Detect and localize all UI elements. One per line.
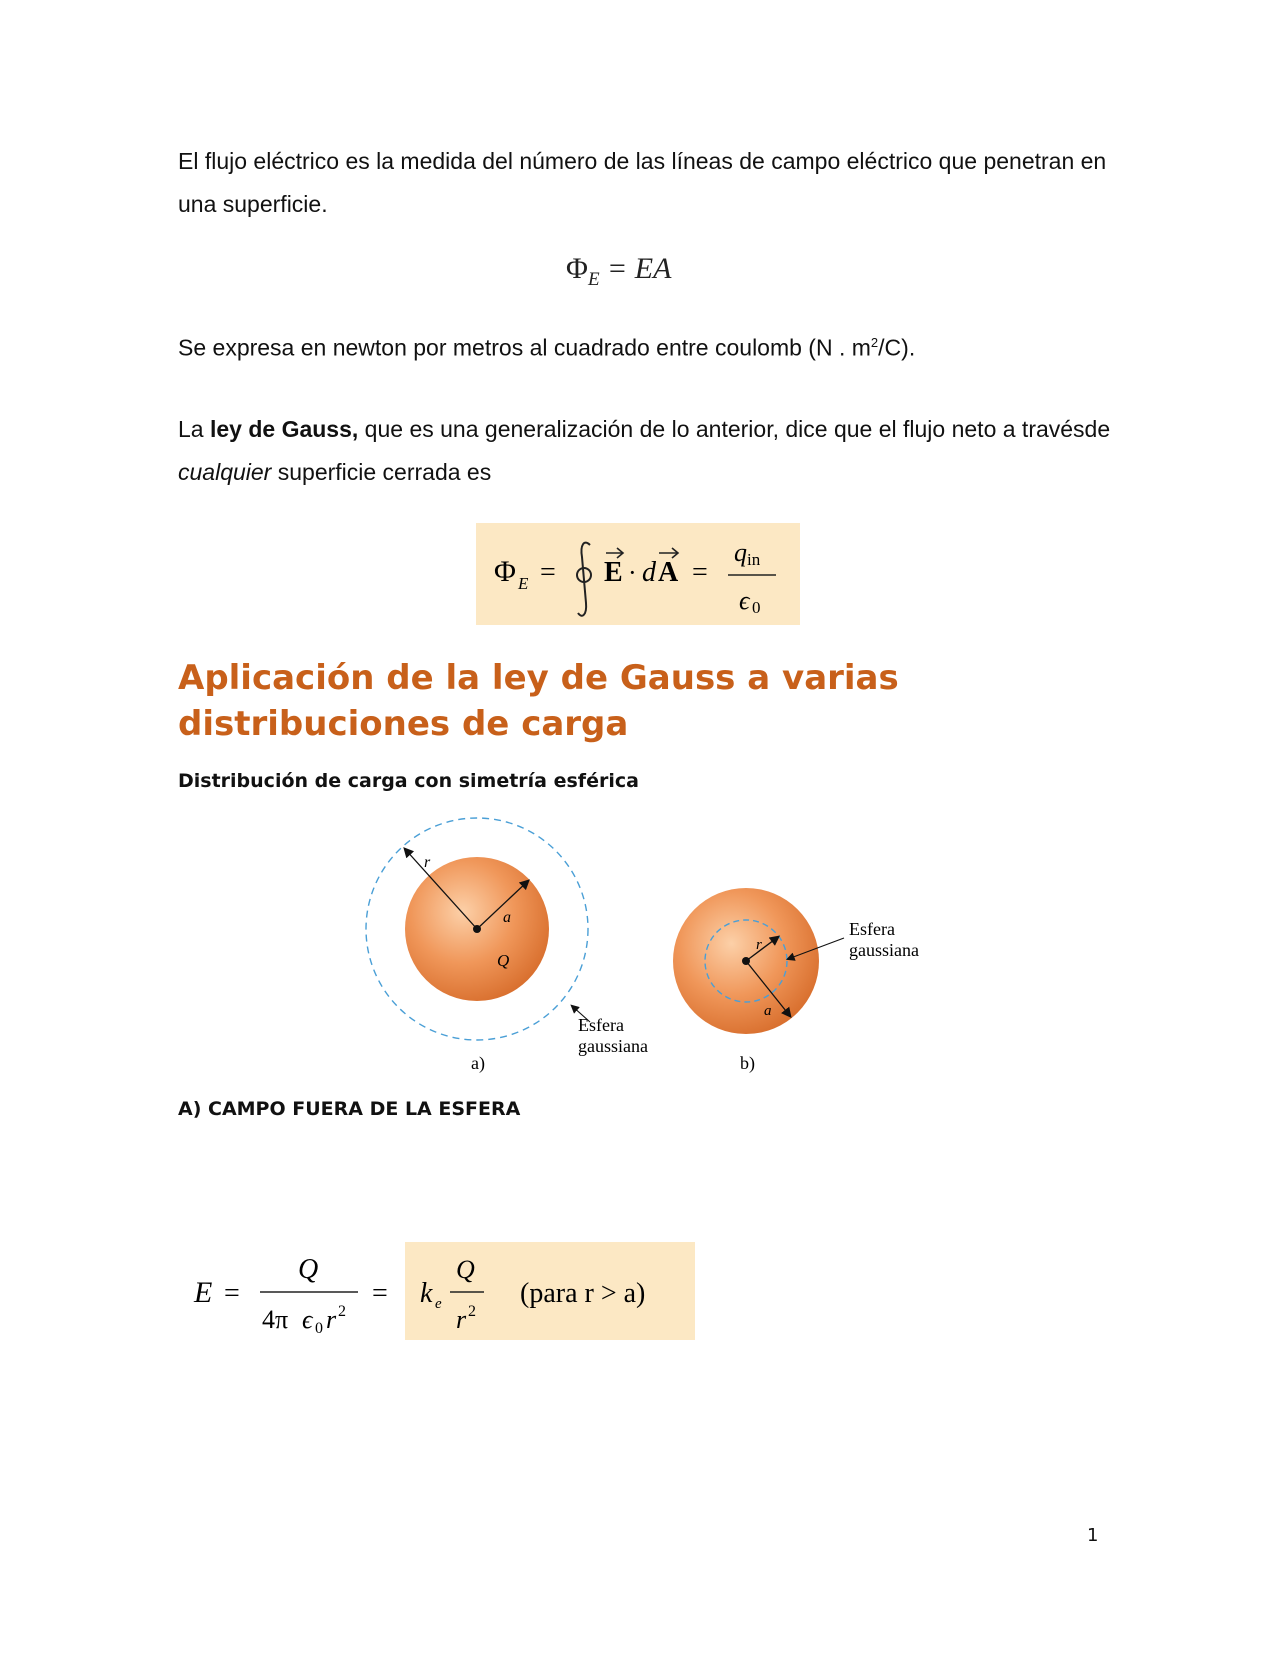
- svg-text:Esfera: Esfera: [849, 919, 895, 939]
- section-heading: Aplicación de la ley de Gauss a varias distribuciones de carga: [178, 658, 899, 744]
- gauss-law-formula: [476, 523, 800, 625]
- svg-text:gaussiana: gaussiana: [849, 940, 919, 960]
- svg-text:r: r: [326, 1305, 337, 1334]
- gauss-law-formula-box: [476, 523, 800, 625]
- svg-text:2: 2: [338, 1303, 346, 1320]
- svg-text:=: =: [540, 557, 556, 588]
- svg-text:Q: Q: [298, 1254, 319, 1285]
- svg-text:in: in: [747, 550, 761, 569]
- subheading-field-outside: A) CAMPO FUERA DE LA ESFERA: [178, 1098, 521, 1120]
- svg-text:Φ: Φ: [494, 555, 516, 588]
- svg-text:b): b): [740, 1053, 755, 1073]
- figure-b: [673, 888, 919, 1074]
- svg-text:ϵ: ϵ: [302, 1305, 313, 1334]
- formula-flux: $\Phi_E$ = EA: [566, 252, 672, 290]
- page-number: 1: [1087, 1525, 1099, 1546]
- svg-text:=: =: [372, 1278, 388, 1309]
- paragraph-gauss-law: La ley de Gauss, que es una generalización de lo anterior, dice que el flujo neto a travésde cualquier superficie cerrada es: [178, 416, 1111, 485]
- svg-text:e: e: [435, 1296, 442, 1312]
- svg-text:4π: 4π: [262, 1305, 289, 1334]
- field-formula: [190, 1236, 710, 1346]
- svg-text:a: a: [764, 1003, 772, 1019]
- svg-text:0: 0: [315, 1320, 323, 1337]
- svg-text:Q: Q: [456, 1255, 475, 1284]
- svg-text:r: r: [424, 854, 431, 871]
- svg-text:q: q: [734, 538, 747, 567]
- svg-text:ϵ: ϵ: [739, 586, 750, 615]
- svg-text:E: E: [518, 574, 529, 593]
- svg-text:r: r: [456, 1305, 467, 1334]
- svg-text:E: E: [604, 557, 623, 588]
- svg-text:r: r: [756, 937, 762, 953]
- paragraph-units: Se expresa en newton por metros al cuadrado entre coulomb (N . $m^2/C$).: [178, 334, 916, 361]
- svg-text:·: ·: [628, 558, 637, 587]
- svg-text:Esfera: Esfera: [578, 1015, 624, 1035]
- svg-text:Q: Q: [497, 951, 510, 970]
- svg-text:a): a): [471, 1053, 485, 1073]
- svg-text:(para r > a): (para r > a): [520, 1278, 646, 1309]
- subheading-spherical: Distribución de carga con simetría esférica: [178, 770, 639, 792]
- svg-text:d: d: [642, 557, 656, 588]
- svg-text:a: a: [503, 909, 511, 926]
- paragraph-flux-definition: El flujo eléctrico es la medida del número de las líneas de campo eléctrico que penetran en una superficie.: [178, 148, 1107, 217]
- spherical-charge-figure: [360, 812, 960, 1082]
- svg-text:0: 0: [752, 598, 761, 617]
- svg-text:k: k: [420, 1278, 433, 1309]
- svg-text:=: =: [692, 557, 708, 588]
- svg-text:A: A: [658, 557, 679, 588]
- svg-text:=: =: [224, 1278, 240, 1309]
- figure-a: [366, 818, 648, 1074]
- svg-text:E: E: [194, 1276, 213, 1309]
- svg-text:2: 2: [468, 1303, 476, 1320]
- svg-text:gaussiana: gaussiana: [578, 1036, 648, 1056]
